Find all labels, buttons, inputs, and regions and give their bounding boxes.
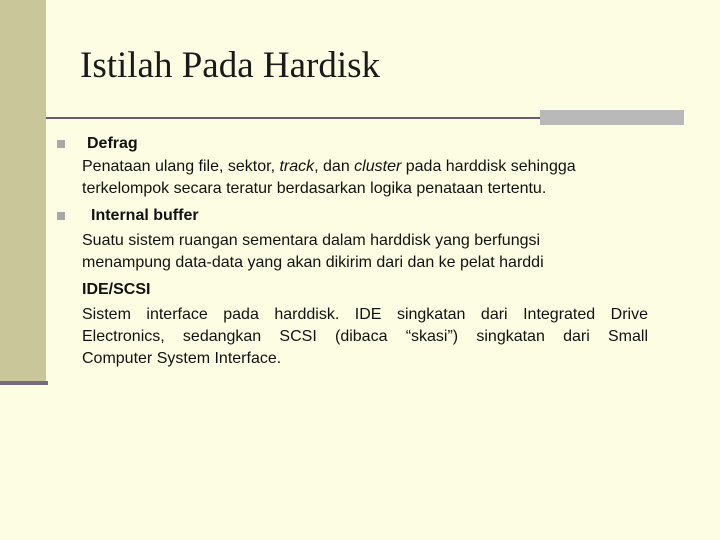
bullet-square-icon <box>57 140 65 148</box>
item-body-line: terkelompok secara teratur berdasarkan logika penataan tertentu. <box>82 180 547 197</box>
item-body-paragraph <box>82 304 648 370</box>
left-accent-bar <box>0 0 46 383</box>
left-accent-bar-foot <box>0 381 48 385</box>
title-divider <box>46 117 540 119</box>
slide-title: Istilah Pada Hardisk <box>80 45 381 86</box>
item-heading-defrag: Defrag <box>87 135 138 152</box>
divider-block-bottom <box>540 118 684 125</box>
item-heading-ide-scsi: IDE/SCSI <box>82 281 151 298</box>
item-body-line: Sistem interface pada harddisk. IDE singkatan dari Integrated Drive <box>82 306 648 323</box>
item-body-line: Suatu sistem ruangan sementara dalam harddisk yang berfungsi <box>82 232 541 249</box>
item-heading-internal-buffer: Internal buffer <box>91 207 199 224</box>
bullet-square-icon <box>57 212 65 220</box>
item-body-line: Computer System Interface. <box>82 350 282 367</box>
item-body-line: menampung data-data yang akan dikirim dari dan ke pelat harddi <box>82 254 544 271</box>
item-body-line: Penataan ulang file, sektor, track, dan cluster pada harddisk sehingga <box>82 158 576 175</box>
item-body-line: Electronics, sedangkan SCSI (dibaca “skasi”) singkatan dari Small <box>82 328 648 345</box>
divider-block-top <box>540 110 684 118</box>
